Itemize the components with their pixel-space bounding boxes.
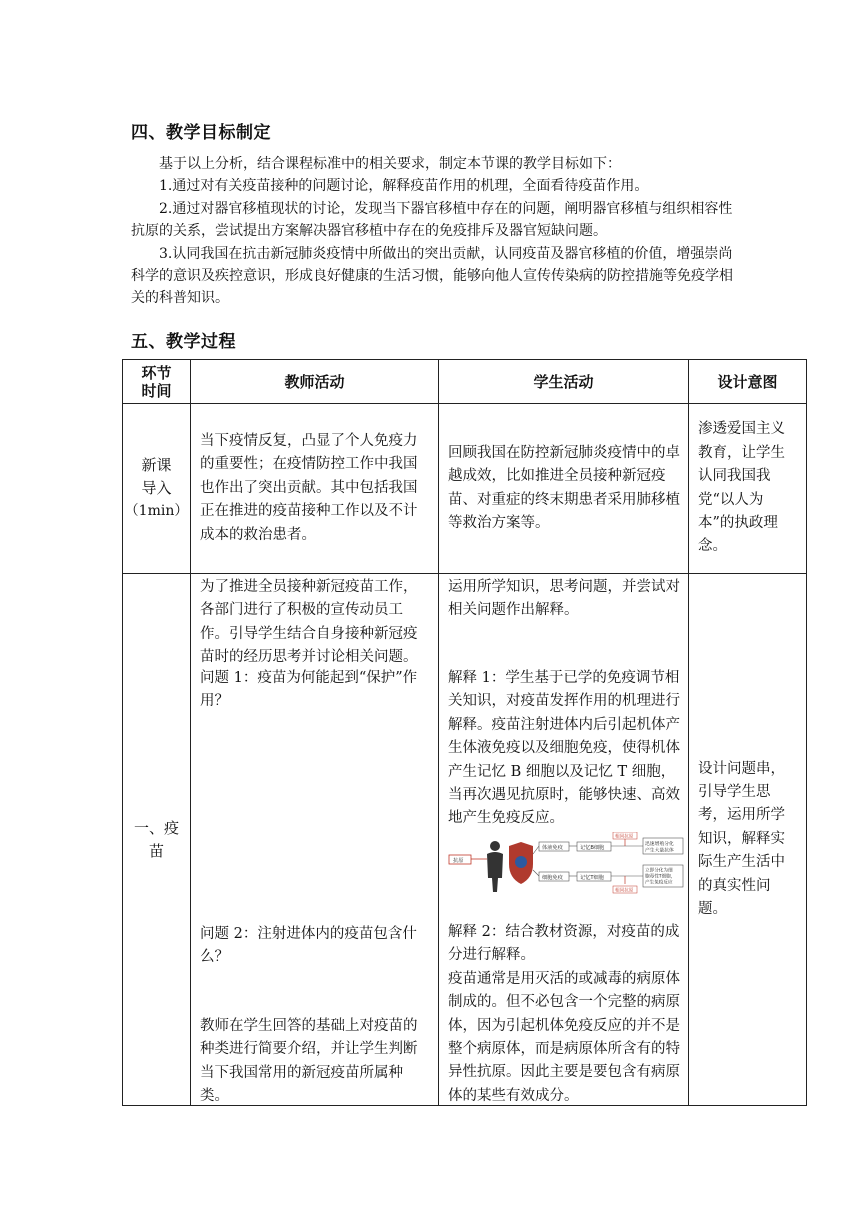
section4-intro: 基于以上分析，结合课程标准中的相关要求，制定本节课的教学目标如下： <box>159 156 621 172</box>
result-top-line2: 产生大量抗体 <box>645 848 674 854</box>
row1-intent <box>689 404 807 574</box>
section4-heading: 四、教学目标制定 <box>131 123 271 143</box>
row1-stage-line1: 新课 <box>141 456 172 474</box>
row2-explanation-2: 解释 2：结合教材资源，对疫苗的成分进行解释。 <box>448 924 680 964</box>
header-stage <box>123 360 191 404</box>
row1-teacher <box>191 404 439 574</box>
row1-student-text: 回顾我国在防控新冠肺炎疫情中的卓越成效，比如推进全员接种新冠疫苗、对重症的终末期患者采用肺移植等救治方案等。 <box>448 444 680 531</box>
row2-intent-text: 设计问题串，引导学生思考，运用所学知识，解释实际生产生活中的真实性问题。 <box>698 760 785 918</box>
section4-body <box>131 153 735 310</box>
row1-stage-line3: （1min） <box>124 503 189 519</box>
result-top-line1: 迅速增殖分化 <box>645 842 674 847</box>
row2-student <box>439 574 689 1106</box>
cellular-label: 细胞免疫 <box>542 875 563 881</box>
table-header-row <box>123 360 807 404</box>
row2-teacher <box>191 574 439 1106</box>
header-intent: 设计意图 <box>689 360 807 404</box>
row2-explanation-1: 解释 1：学生基于已学的免疫调节相关知识，对疫苗发挥作用的机理进行解释。疫苗注射进体内后引起机体产生体液免疫以及细胞免疫，使得机体产生记忆 B 细胞以及记忆 T 细胞，当再次遇见抗原时，能够快速、高效地产生免疫反应。 <box>448 670 680 827</box>
header-teacher: 教师活动 <box>191 360 439 404</box>
section5-heading: 五、教学过程 <box>131 332 236 352</box>
virus-icon <box>515 856 527 868</box>
row2-question-1: 问题 1：疫苗为何能起到“保护”作用？ <box>200 670 418 710</box>
header-student: 学生活动 <box>439 360 689 404</box>
row2-teacher-intro: 为了推进全员接种新冠疫苗工作，各部门进行了积极的宣传动员工作。引导学生结合自身接种新冠疫苗时的经历思考并讨论相关问题。 <box>200 579 418 666</box>
row2-intent <box>689 574 807 1106</box>
row2-vaccine-composition: 疫苗通常是用灭活的或减毒的病原体制成的。但不必包含一个完整的病原体，因为引起机体免疫反应的并不是整个病原体，而是病原体所含有的特异性抗原。因此主要是要包含有病原体的某些有效成分。 <box>448 970 680 1104</box>
same-antigen-bottom: 相同抗原 <box>615 888 634 894</box>
row1-stage-line2: 导入 <box>141 479 172 497</box>
row2-stage-line2: 苗 <box>148 841 164 860</box>
person-body-icon <box>487 852 503 892</box>
humoral-label: 体液免疫 <box>542 845 563 851</box>
row2-question-2: 问题 2：注射进体内的疫苗包含什么？ <box>200 926 417 966</box>
row1-teacher-text: 当下疫情反复，凸显了个人免疫力的重要性；在疫情防控工作中我国也作出了突出贡献。其中包括我国正在推进的疫苗接种工作以及不计成本的救治患者。 <box>200 432 418 543</box>
goal-1: 1.通过对有关疫苗接种的问题讨论，解释疫苗作用的机理，全面看待疫苗作用。 <box>159 178 649 195</box>
goal-2: 2.通过对器官移植现状的讨论，发现当下器官移植中存在的问题，阐明器官移植与组织相容性抗原的关系，尝试提出方案解决器官移植中存在的免疫排斥及器官短缺问题。 <box>131 200 733 240</box>
row2-stage-line1: 一、疫 <box>133 818 179 837</box>
header-stage-line1: 环节 <box>141 363 172 382</box>
result-bottom-line3: 产生免疫反应 <box>645 880 673 886</box>
row1-student <box>439 404 689 574</box>
person-head-icon <box>490 841 500 851</box>
header-stage-line2: 时间 <box>141 381 172 400</box>
row2-teacher-note: 教师在学生回答的基础上对疫苗的种类进行简要介绍，并让学生判断当下我国常用的新冠疫苗所属种类。 <box>200 1018 418 1105</box>
row2-explanation-2-block <box>439 919 688 1110</box>
row2-student-intro: 运用所学知识，思考问题，并尝试对相关问题作出解释。 <box>448 579 680 619</box>
same-antigen-top: 相同抗原 <box>615 834 634 840</box>
table-row <box>123 404 807 574</box>
result-bottom-line1: 立即分化为细 <box>645 868 673 874</box>
memory-b-label: 记忆B细胞 <box>580 845 605 851</box>
goal-3: 3.认同我国在抗击新冠肺炎疫情中所做出的突出贡献，认同疫苗及器官移植的价值，增强崇尚科学的意识及疾控意识，形成良好健康的生活习惯，能够向他人宣传传染病的防控措施等免疫学相关的科普知识。 <box>131 245 733 307</box>
antigen-label: 抗原 <box>453 858 464 864</box>
row2-stage <box>123 574 191 1106</box>
result-bottom-line2: 胞毒性T细胞， <box>645 874 676 880</box>
table-row <box>123 574 807 1106</box>
memory-t-label: 记忆T细胞 <box>580 875 604 881</box>
immune-memory-diagram <box>447 832 685 894</box>
row1-stage <box>123 404 191 574</box>
row1-intent-text: 渗透爱国主义教育，让学生认同我国我党“以人为本”的执政理念。 <box>698 421 785 555</box>
teaching-process-table <box>122 359 807 1106</box>
